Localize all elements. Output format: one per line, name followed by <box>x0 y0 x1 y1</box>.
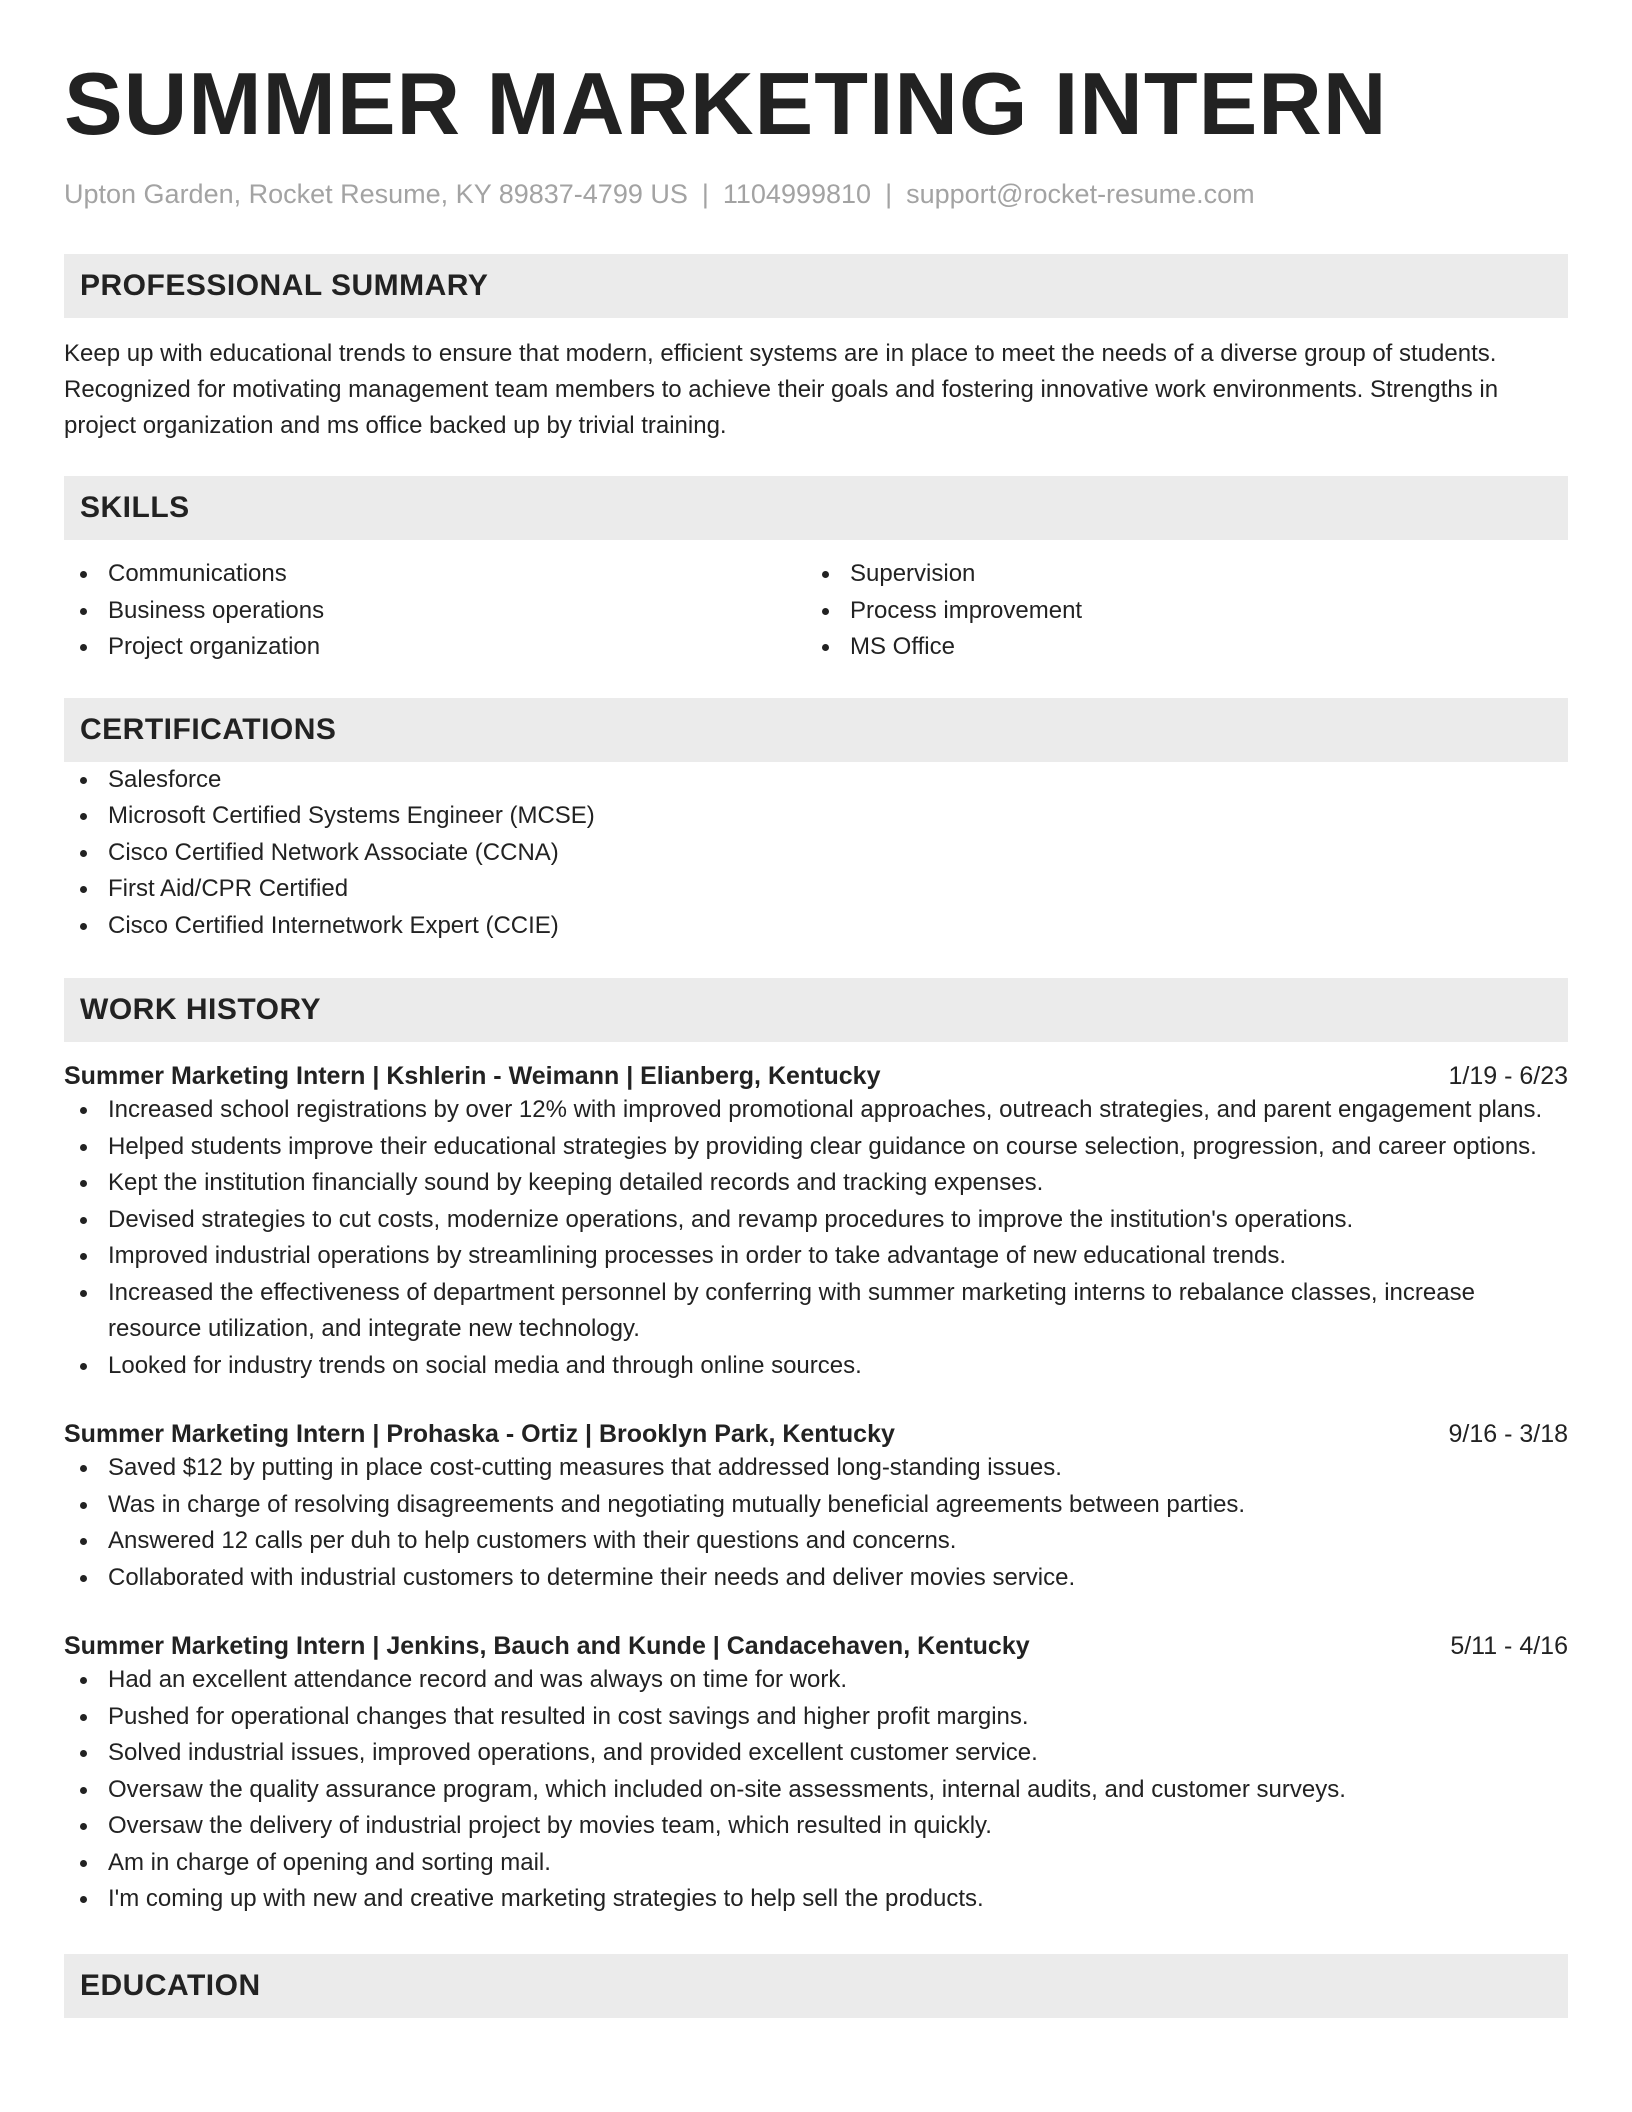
job-dates: 1/19 - 6/23 <box>1448 1062 1568 1090</box>
summary-text: Keep up with educational trends to ensure that modern, efficient systems are in place to meet the needs of a diverse group of students. Recognized for motivating management team members to achieve their goals and fostering innovative work environments. Strengths in project organization and ms office backed up by trivial training. <box>64 340 1499 439</box>
job-entry <box>64 1630 1568 1918</box>
job-bullet: Saved $12 by putting in place cost-cutting measures that addressed long-standing issues. <box>64 1450 1568 1487</box>
summary-section-header <box>64 254 1568 318</box>
skills-list-right <box>806 556 1548 666</box>
candidate-name: SUMMER MARKETING INTERN <box>64 54 1388 153</box>
skills-section-title: SKILLS <box>80 491 190 524</box>
job-entry <box>64 1418 1568 1596</box>
job-header <box>64 1418 1568 1450</box>
contact-line <box>64 178 1568 210</box>
job-bullet: Increased the effectiveness of department personnel by conferring with summer marketing interns to rebalance classes, increase resource utilization, and integrate new technology. <box>64 1275 1568 1348</box>
contact-separator: | <box>701 179 709 209</box>
job-bullet: Oversaw the delivery of industrial project by movies team, which resulted in quickly. <box>64 1808 1568 1845</box>
job-bullet: Pushed for operational changes that resulted in cost savings and higher profit margins. <box>64 1699 1568 1736</box>
contact-address: Upton Garden, Rocket Resume, KY 89837-4799 US <box>64 179 688 209</box>
job-bullet: Was in charge of resolving disagreements and negotiating mutually beneficial agreements between parties. <box>64 1487 1568 1524</box>
skills-grid <box>64 556 1568 666</box>
contact-phone: 1104999810 <box>722 179 872 209</box>
job-header <box>64 1060 1568 1092</box>
job-bullet: Looked for industry trends on social media and through online sources. <box>64 1348 1568 1385</box>
skill-item: Business operations <box>64 593 806 630</box>
job-bullet: Devised strategies to cut costs, modernize operations, and revamp procedures to improve the institution's operations. <box>64 1202 1568 1239</box>
job-dates: 9/16 - 3/18 <box>1448 1420 1568 1448</box>
skills-column-left <box>64 556 806 666</box>
skill-item: Communications <box>64 556 806 593</box>
job-heading: Summer Marketing Intern | Prohaska - Ortiz | Brooklyn Park, Kentucky <box>64 1420 895 1448</box>
certification-item: Salesforce <box>64 762 1568 799</box>
certifications-section-title: CERTIFICATIONS <box>80 712 337 746</box>
contact-email: support@rocket-resume.com <box>906 179 1255 209</box>
skill-item: MS Office <box>806 629 1548 666</box>
education-section-title: EDUCATION <box>80 1968 261 2002</box>
certification-item: Cisco Certified Network Associate (CCNA) <box>64 835 1568 872</box>
certification-item: Cisco Certified Internetwork Expert (CCIE) <box>64 908 1568 945</box>
job-bullet: Helped students improve their educational strategies by providing clear guidance on course selection, progression, and career options. <box>64 1129 1568 1166</box>
job-header <box>64 1630 1568 1662</box>
summary-section-title: PROFESSIONAL SUMMARY <box>80 269 489 302</box>
skill-item: Supervision <box>806 556 1548 593</box>
job-bullet: Increased school registrations by over 12% with improved promotional approaches, outreach strategies, and parent engagement plans. <box>64 1092 1568 1129</box>
job-heading: Summer Marketing Intern | Kshlerin - Weimann | Elianberg, Kentucky <box>64 1062 881 1090</box>
job-bullet-list <box>64 1450 1568 1596</box>
skill-item: Project organization <box>64 629 806 666</box>
contact-separator: | <box>885 179 893 209</box>
skills-section-header <box>64 476 1568 540</box>
job-bullet: Solved industrial issues, improved operations, and provided excellent customer service. <box>64 1735 1568 1772</box>
job-bullet-list <box>64 1662 1568 1918</box>
job-heading: Summer Marketing Intern | Jenkins, Bauch and Kunde | Candacehaven, Kentucky <box>64 1632 1030 1660</box>
job-bullet: Oversaw the quality assurance program, which included on-site assessments, internal audits, and customer surveys. <box>64 1772 1568 1809</box>
job-bullet-list <box>64 1092 1568 1384</box>
job-entry <box>64 1060 1568 1384</box>
skill-item: Process improvement <box>806 593 1548 630</box>
certification-item: Microsoft Certified Systems Engineer (MCSE) <box>64 798 1568 835</box>
work-history-section-title: WORK HISTORY <box>80 993 322 1026</box>
job-bullet: Had an excellent attendance record and was always on time for work. <box>64 1662 1568 1699</box>
job-bullet: Answered 12 calls per duh to help customers with their questions and concerns. <box>64 1523 1568 1560</box>
job-bullet: Am in charge of opening and sorting mail. <box>64 1845 1568 1882</box>
education-section-header <box>64 1954 1568 2018</box>
skills-column-right <box>806 556 1548 666</box>
work-history-section-header <box>64 978 1568 1042</box>
job-bullet: Improved industrial operations by streamlining processes in order to take advantage of new educational trends. <box>64 1238 1568 1275</box>
certifications-section-header <box>64 698 1568 762</box>
job-dates: 5/11 - 4/16 <box>1450 1632 1568 1660</box>
job-bullet: Kept the institution financially sound by keeping detailed records and tracking expenses. <box>64 1165 1568 1202</box>
job-bullet: Collaborated with industrial customers to determine their needs and deliver movies service. <box>64 1560 1568 1597</box>
skills-list-left <box>64 556 806 666</box>
certifications-list <box>64 762 1568 945</box>
certification-item: First Aid/CPR Certified <box>64 871 1568 908</box>
job-bullet: I'm coming up with new and creative marketing strategies to help sell the products. <box>64 1881 1568 1918</box>
